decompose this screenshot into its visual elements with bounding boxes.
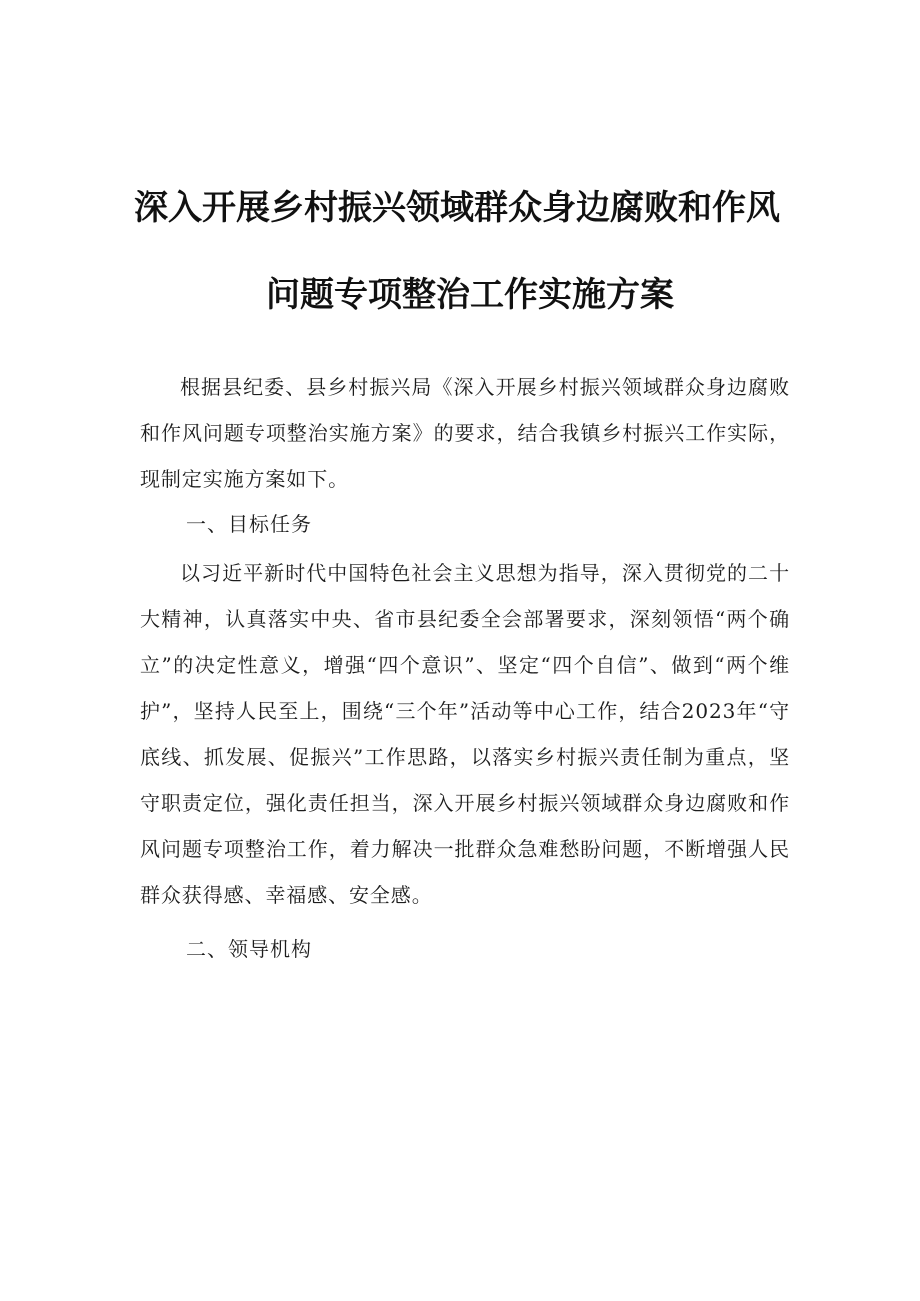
document-title-line-1: 深入开展乡村振兴领域群众身边腐败和作风 [134,188,780,228]
intro-paragraph: 根据县纪委、县乡村振兴局《深入开展乡村振兴领域群众身边腐败和作风问题专项整治实施方案》的要求，结合我镇乡村振兴工作实际，现制定实施方案如下。 [140,375,790,491]
section-2-heading: 二、领导机构 [186,937,312,961]
section-1-paragraph: 以习近平新时代中国特色社会主义思想为指导，深入贯彻党的二十大精神，认真落实中央、省市县纪委全会部署要求，深刻领悟“两个确立”的决定性意义，增强“四个意识”、坚定“四个自信”、做到“两个维护”，坚持人民至上，围绕“三个年”活动等中心工作，结合2023年“守底线、抓发展、促振兴”工作思路，以落实乡村振兴责任制为重点，坚守职责定位，强化责任担当，深入开展乡村振兴领域群众身边腐败和作风问题专项整治工作，着力解决一批群众急难愁盼问题，不断增强人民群众获得感、幸福感、安全感。 [140,561,790,907]
section-1-heading: 一、目标任务 [186,512,312,536]
document-title-line-2: 问题专项整治工作实施方案 [266,275,674,315]
